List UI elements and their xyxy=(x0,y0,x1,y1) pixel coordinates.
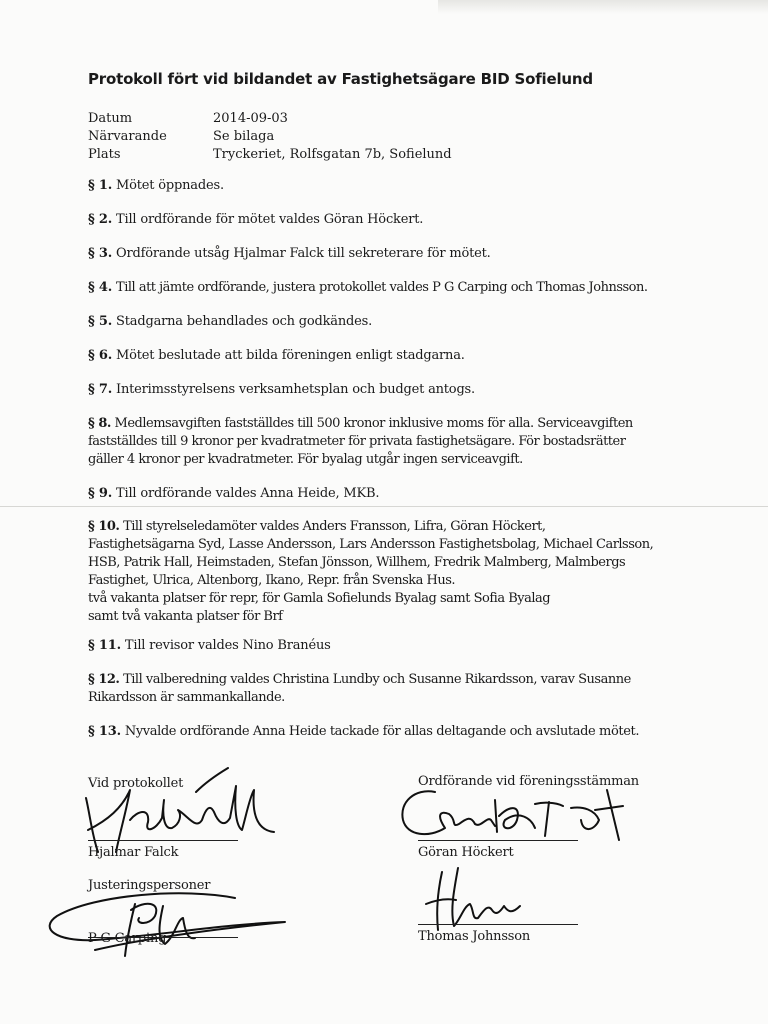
paragraph-1 xyxy=(88,177,698,195)
paragraph-number: § 6. xyxy=(88,348,113,363)
paragraph-number: § 7. xyxy=(88,382,113,397)
paragraph-13 xyxy=(88,723,698,741)
paragraph-text: Medlemsavgiften fastställdes till 500 kronor inklusive moms för alla. Serviceavgiften xyxy=(114,416,633,431)
paragraph-11 xyxy=(88,637,698,655)
paragraph-text: Till revisor valdes Nino Branéus xyxy=(124,638,331,653)
meta-row-attendees xyxy=(88,128,452,146)
adjuster2-signature xyxy=(420,860,540,940)
paragraph-number: § 13. xyxy=(88,724,121,739)
paragraph-text: gäller 4 kronor per kvadratmeter. För byalag utgår ingen serviceavgift. xyxy=(88,452,523,467)
meta-value: Se bilaga xyxy=(213,129,275,144)
paragraph-text: Till ordförande för mötet valdes Göran Höckert. xyxy=(116,212,424,227)
paragraph-text: Fastighetsägarna Syd, Lasse Andersson, Lars Andersson Fastighetsbolag, Michael Carlsson, xyxy=(88,537,654,552)
paragraph-text: Interimsstyrelsens verksamhetsplan och budget antogs. xyxy=(116,382,475,397)
paragraph-text: Nyvalde ordförande Anna Heide tackade för allas deltagande och avslutade mötet. xyxy=(124,724,640,739)
paragraph-5 xyxy=(88,313,698,331)
secretary-name: Hjalmar Falck xyxy=(88,845,179,860)
fold-line xyxy=(0,506,768,507)
signature-line xyxy=(418,840,578,841)
adjusters-label: Justeringspersoner xyxy=(88,878,211,893)
adjuster1-name: P G Carping xyxy=(88,931,167,946)
paragraph-number: § 11. xyxy=(88,638,121,653)
paragraph-number: § 9. xyxy=(88,486,113,501)
paragraph-number: § 12. xyxy=(88,672,120,687)
paragraph-number: § 8. xyxy=(88,416,111,431)
paragraph-2 xyxy=(88,211,698,229)
paragraph-7 xyxy=(88,381,698,399)
paragraph-8 xyxy=(88,415,698,469)
meta-key: Datum xyxy=(88,111,133,126)
meta-value: Tryckeriet, Rolfsgatan 7b, Sofielund xyxy=(213,147,452,162)
paragraph-text: Rikardsson är sammankallande. xyxy=(88,690,285,705)
paragraph-number: § 1. xyxy=(88,178,113,193)
paragraph-number: § 2. xyxy=(88,212,113,227)
paragraph-text: samt två vakanta platser för Brf xyxy=(88,609,283,624)
page-crease xyxy=(438,0,768,14)
paragraph-3 xyxy=(88,245,698,263)
signature-line xyxy=(418,924,578,925)
adjuster2-name: Thomas Johnsson xyxy=(418,929,531,944)
paragraph-text: Till valberedning valdes Christina Lundby och Susanne Rikardsson, varav Susanne xyxy=(123,672,631,687)
paragraph-text: Till styrelseledamöter valdes Anders Fransson, Lifra, Göran Höckert, xyxy=(123,519,546,534)
paragraph-text: HSB, Patrik Hall, Heimstaden, Stefan Jönsson, Willhem, Fredrik Malmberg, Malmbergs xyxy=(88,555,626,570)
paragraph-12 xyxy=(88,671,698,707)
meta-key: Plats xyxy=(88,147,121,162)
paragraph-text: Fastighet, Ulrica, Altenborg, Ikano, Repr. från Svenska Hus. xyxy=(88,573,456,588)
paragraph-text: Till att jämte ordförande, justera protokollet valdes P G Carping och Thomas Johnsson. xyxy=(116,280,648,295)
paragraph-number: § 10. xyxy=(88,519,120,534)
paragraph-text: fastställdes till 9 kronor per kvadratmeter för privata fastighetsägare. För bostadsrätter xyxy=(88,434,626,449)
paragraph-number: § 5. xyxy=(88,314,113,329)
paragraph-10 xyxy=(88,518,698,626)
meta-row-date xyxy=(88,110,452,128)
secretary-label: Vid protokollet xyxy=(88,776,184,791)
paragraph-text: Ordförande utsåg Hjalmar Falck till sekreterare för mötet. xyxy=(116,246,491,261)
chair-label: Ordförande vid föreningsstämman xyxy=(418,774,639,789)
meta-value: 2014-09-03 xyxy=(213,111,288,126)
paragraph-9 xyxy=(88,485,698,503)
paragraph-text: Mötet öppnades. xyxy=(116,178,224,193)
meta-key: Närvarande xyxy=(88,129,167,144)
signature-line xyxy=(88,840,238,841)
document-title: Protokoll fört vid bildandet av Fastighetsägare BID Sofielund xyxy=(88,70,593,88)
paragraph-4 xyxy=(88,279,698,297)
chair-name: Göran Höckert xyxy=(418,845,514,860)
paragraph-number: § 3. xyxy=(88,246,113,261)
paragraph-text: Mötet beslutade att bilda föreningen enligt stadgarna. xyxy=(116,348,465,363)
meta-row-place xyxy=(88,146,452,164)
paragraph-6 xyxy=(88,347,698,365)
paragraph-text: Stadgarna behandlades och godkändes. xyxy=(116,314,373,329)
paragraph-number: § 4. xyxy=(88,280,113,295)
paragraph-text: två vakanta platser för repr, för Gamla Sofielunds Byalag samt Sofia Byalag xyxy=(88,591,551,606)
adjuster1-signature xyxy=(35,880,315,970)
paragraph-text: Till ordförande valdes Anna Heide, MKB. xyxy=(116,486,380,501)
meta-block xyxy=(88,110,452,164)
